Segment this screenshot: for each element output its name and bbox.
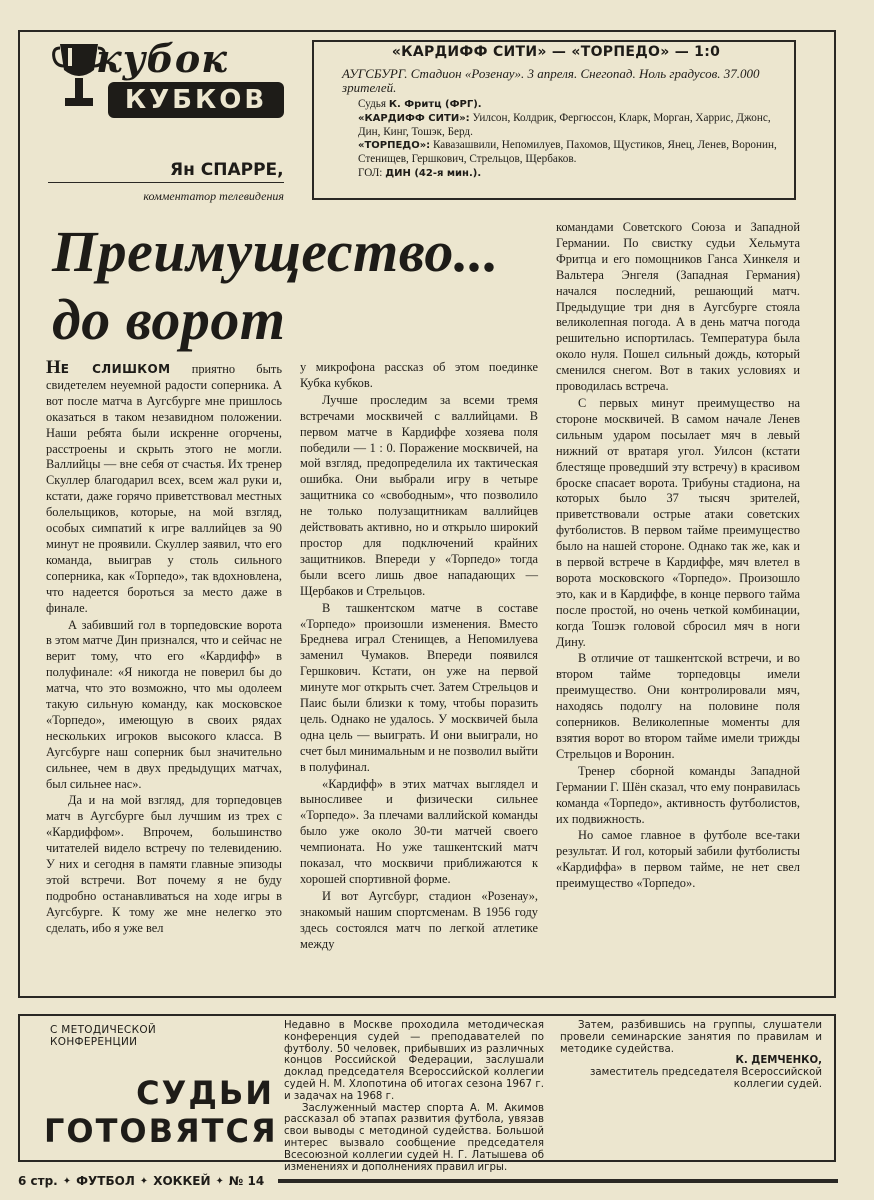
match-summary-box bbox=[312, 40, 796, 200]
newspaper-title-hockey: ХОККЕЙ bbox=[153, 1174, 211, 1188]
author-name: Ян СПАРРЕ, bbox=[170, 160, 284, 180]
article-headline bbox=[52, 218, 542, 354]
separator-icon: ✦ bbox=[215, 1175, 224, 1187]
column-3-paragraph-1: С первых минут преимущество на стороне москвичей. В самом начале Ленев сильным ударом посылает мяч в левый нижний от вратаря угол. Уилсон (кстати блестяще проведший эту встречу) в красивом броске спасает ворота. Трибуны стадиона, на которых было 37 тысяч зрителей, приветствовали острые атаки советских футболистов. В первом тайме преимущество было на нашей стороне. Однако так же, как и в первой встрече в Кардиффе, мяч влетел в ворота московского «Торпедо». Произошло это, как и в Кардиффе, в конце первого тайма после простой, но очень четкой комбинации, когда Тошэк головой сбросил мяч в ноги Дину. bbox=[556, 395, 800, 649]
column-2-paragraph-3: «Кардифф» в этих матчах выглядел и выносливее и физически сильнее «Торпедо». За плечами валлийской команды было уже около 30-ти матчей своего чемпионата. Но уже ташкентский матч показал, что москвичи приближаются к хорошей спортивной форме. bbox=[300, 776, 538, 886]
cardiff-label: «КАРДИФФ СИТИ»: bbox=[358, 113, 470, 125]
logo-word-cups: КУБКОВ bbox=[108, 82, 284, 118]
column-1-paragraph-2: А забивший гол в торпедовские ворота в этом матче Дин признался, что и сейчас не верит тому, что его «Кардифф» в полуфинале: «Я никогда не поверил бы до матча, что это возможно, что мы одолеем такую сильную команду, как московское «Торпедо», имеющую в своих рядах нескольких игроков высокого класса. В Аугсбурге наш соперник был значительно сильнее, чем в двух предыдущих матчах, был сильнее нас». bbox=[46, 617, 282, 791]
conference-column-2 bbox=[560, 1020, 822, 1091]
separator-icon: ✦ bbox=[62, 1175, 72, 1187]
column-1-paragraph-1: НЕ СЛИШКОМ приятно быть свидетелем неуемной радости соперника. А вот после матча в Аугсбурге мне пришлось оказаться в таком незавидном положении. Наши ребята были искренне огорчены, расстроены и скрыть этого не могли. Валлийцы — вне себя от счастья. Их тренер Скуллер благодарил всех, всем жал руки и, кстати, даже горячо приветствовал местных болельщиков, которые, на мой взгляд, особых симпатий к игре валлийцев за 90 минут не проявили. Скуллер заявил, что его команда, выиграв у столь сильного соперника, как «Торпедо», так вдохновлена, что надеется бороться за место даже в финале. bbox=[46, 357, 282, 615]
column-3-paragraph-2: В отличие от ташкентской встречи, и во втором тайме торпедовцы имели преимущество. Они контролировали мяч, находясь подолгу на половине поля соперников. Великолепные моменты для взятия ворот во втором тайме имели трижды Стрельцов и Воронин. bbox=[556, 651, 800, 761]
conference-paragraph-1: Недавно в Москве проходила методическая конференция судей — преподавателей по футболу. 50 человек, прибывших из различных концов Российской Федерации, заслушали доклад председателя Всероссийской коллегии судей Н. М. Хлопотина об итогах сезона 1967 г. и задачах на 1968 г. bbox=[284, 1020, 544, 1102]
drop-cap: Н bbox=[46, 357, 61, 378]
conference-column-1 bbox=[284, 1020, 544, 1173]
cardiff-players: Уилсон, Колдрик, Фергюссон, Кларк, Морган, Харрис, Джонс, Дин, Кинг, Тошэк, Берд. bbox=[358, 112, 771, 138]
torpedo-lineup bbox=[326, 139, 786, 165]
headline-line-2: до ворот bbox=[52, 287, 286, 352]
headline-word-2: ГОТОВЯТСЯ bbox=[44, 1112, 278, 1150]
section-label: С МЕТОДИЧЕСКОЙ КОНФЕРЕНЦИИ bbox=[50, 1024, 157, 1048]
goal-label: ГОЛ: bbox=[358, 166, 383, 179]
goal-scorer: ДИН (42-я мин.). bbox=[385, 167, 482, 179]
match-goal bbox=[326, 167, 786, 181]
issue-number: № 14 bbox=[228, 1174, 265, 1188]
separator-icon: ✦ bbox=[139, 1175, 149, 1187]
column-2-paragraph-2: В ташкентском матче в составе «Торпедо» произошли изменения. Вместо Бреднева играл Стенищев, а Непомилуева заменил Чумаков. Впереди появился Гершкович. Кстати, он уже на первой минуте мог открыть счет. Затем Стрельцов и Паис были близки к тому, чтобы поразить цель. Однако не удалось. У москвичей была одна цель — выиграть. И они выиграли, но счет был минимальным и не позволил выйти в полуфинал. bbox=[300, 600, 538, 774]
referee-name: К. Фритц (ФРГ). bbox=[388, 98, 482, 110]
article-column-3 bbox=[556, 220, 800, 893]
column-3-paragraph-0: командами Советского Союза и Западной Германии. По свистку судьи Хельмута Фритца и его помощников Ганса Хинкеля и Вальтера Энгеля (Западная Германия) начался последний, решающий матч. Предыдущие три дня в Аугсбурге стояла великолепная погода. А в день матча погода решительно испортилась. Температура была около нуля. Пошел сильный дождь, который сменился снегом. Вот в таких условиях и проводилась встреча. bbox=[556, 220, 800, 394]
conference-paragraph-3: Затем, разбившись на группы, слушатели провели семинарские занятия по правилам и методике судейства. bbox=[560, 1020, 822, 1055]
signature-role: заместитель председателя Всероссийской коллегии судей. bbox=[589, 1067, 822, 1090]
article-column-2 bbox=[300, 360, 538, 954]
match-title: «КАРДИФФ СИТИ» — «ТОРПЕДО» — 1:0 bbox=[391, 44, 721, 60]
column-2-paragraph-0: у микрофона рассказ об этом поединке Кубка кубков. bbox=[300, 360, 538, 390]
column-2-paragraph-1: Лучше проследим за всеми тремя встречами москвичей с валлийцами. В первом матче в Кардиффе хозяева поля победили — 1 : 0. Поражение москвичей, на мой взгляд, предопределила их тактическая ошибка. Они выбрали игру в четыре защитника со «свободным», что позволило не только полузащитникам валлийцев действовать активно, но и открыло широкий простор для подключений крайних защитников. Впереди у «Торпедо» тогда были всего лишь двое нападающих — Щербаков и Стрельцов. bbox=[300, 392, 538, 598]
author-divider bbox=[48, 182, 284, 183]
cardiff-lineup bbox=[326, 112, 786, 138]
newspaper-title-football: ФУТБОЛ bbox=[76, 1174, 135, 1188]
logo-word-cup: кубок bbox=[96, 36, 228, 81]
column-2-paragraph-4: И вот Аугсбург, стадион «Розенау», знакомый нашим спортсменам. В 1956 году здесь состоялся матч по легкой атлетике между bbox=[300, 888, 538, 951]
headline-word-1: СУДЬИ bbox=[136, 1074, 274, 1112]
column-1-paragraph-3: Да и на мой взгляд, для торпедовцев матч в Аугсбурге был лучшим из трех с «Кардиффом». Впрочем, большинство читателей видело встречу по телевидению. У них и сегодня в памяти главные эпизоды этой встречи. Вот почему я не буду подробно останавливаться на ходе игры в Аугсбурге. К тому же мне нелегко это сделать, ибо я уже вел bbox=[46, 793, 282, 935]
referee-label: Судья bbox=[358, 97, 387, 110]
headline-line-1: Преимущество... bbox=[52, 219, 499, 284]
author-role: комментатор телевидения bbox=[143, 189, 284, 203]
conference-paragraph-2: Заслуженный мастер спорта А. М. Акимов рассказал об этапах развития футбола, увязав свои выводы с методиной судейства. Большой интерес вызвало сообщение председателя Всесоюзной коллегии судей Н. Г. Латышева об изменениях и дополнениях правил игры. bbox=[284, 1102, 544, 1173]
signature-name: К. ДЕМЧЕНКО, bbox=[735, 1055, 822, 1067]
torpedo-players: Кавазашвили, Непомилуев, Пахомов, Щустиков, Янец, Ленев, Воронин, Стенищев, Гершкович, Стрельцов, Щербаков. bbox=[358, 139, 777, 165]
torpedo-label: «ТОРПЕДО»: bbox=[358, 140, 431, 152]
cup-of-cups-logo bbox=[52, 36, 284, 124]
conference-headline bbox=[44, 1074, 278, 1150]
footer-rule bbox=[278, 1179, 838, 1183]
match-referee bbox=[326, 98, 786, 112]
column-3-paragraph-3: Тренер сборной команды Западной Германии Г. Шён сказал, что ему понравилась команда «Торпедо», активность футболистов, их подвижность. bbox=[556, 763, 800, 826]
match-venue: АУГСБУРГ. Стадион «Розенау». 3 апреля. Снегопад. Ноль градусов. 37.000 зрителей. bbox=[342, 65, 760, 95]
column-3-paragraph-4: Но самое главное в футболе все-таки результат. И гол, который забили футболисты «Кардиффа» в первом тайме, не нет свел преимущество «Торпедо». bbox=[556, 828, 800, 891]
lead-words: Е СЛИШКОМ bbox=[60, 362, 171, 376]
article-column-1 bbox=[46, 357, 282, 938]
page-number: 6 стр. bbox=[18, 1174, 58, 1188]
page-footer bbox=[18, 1174, 838, 1188]
